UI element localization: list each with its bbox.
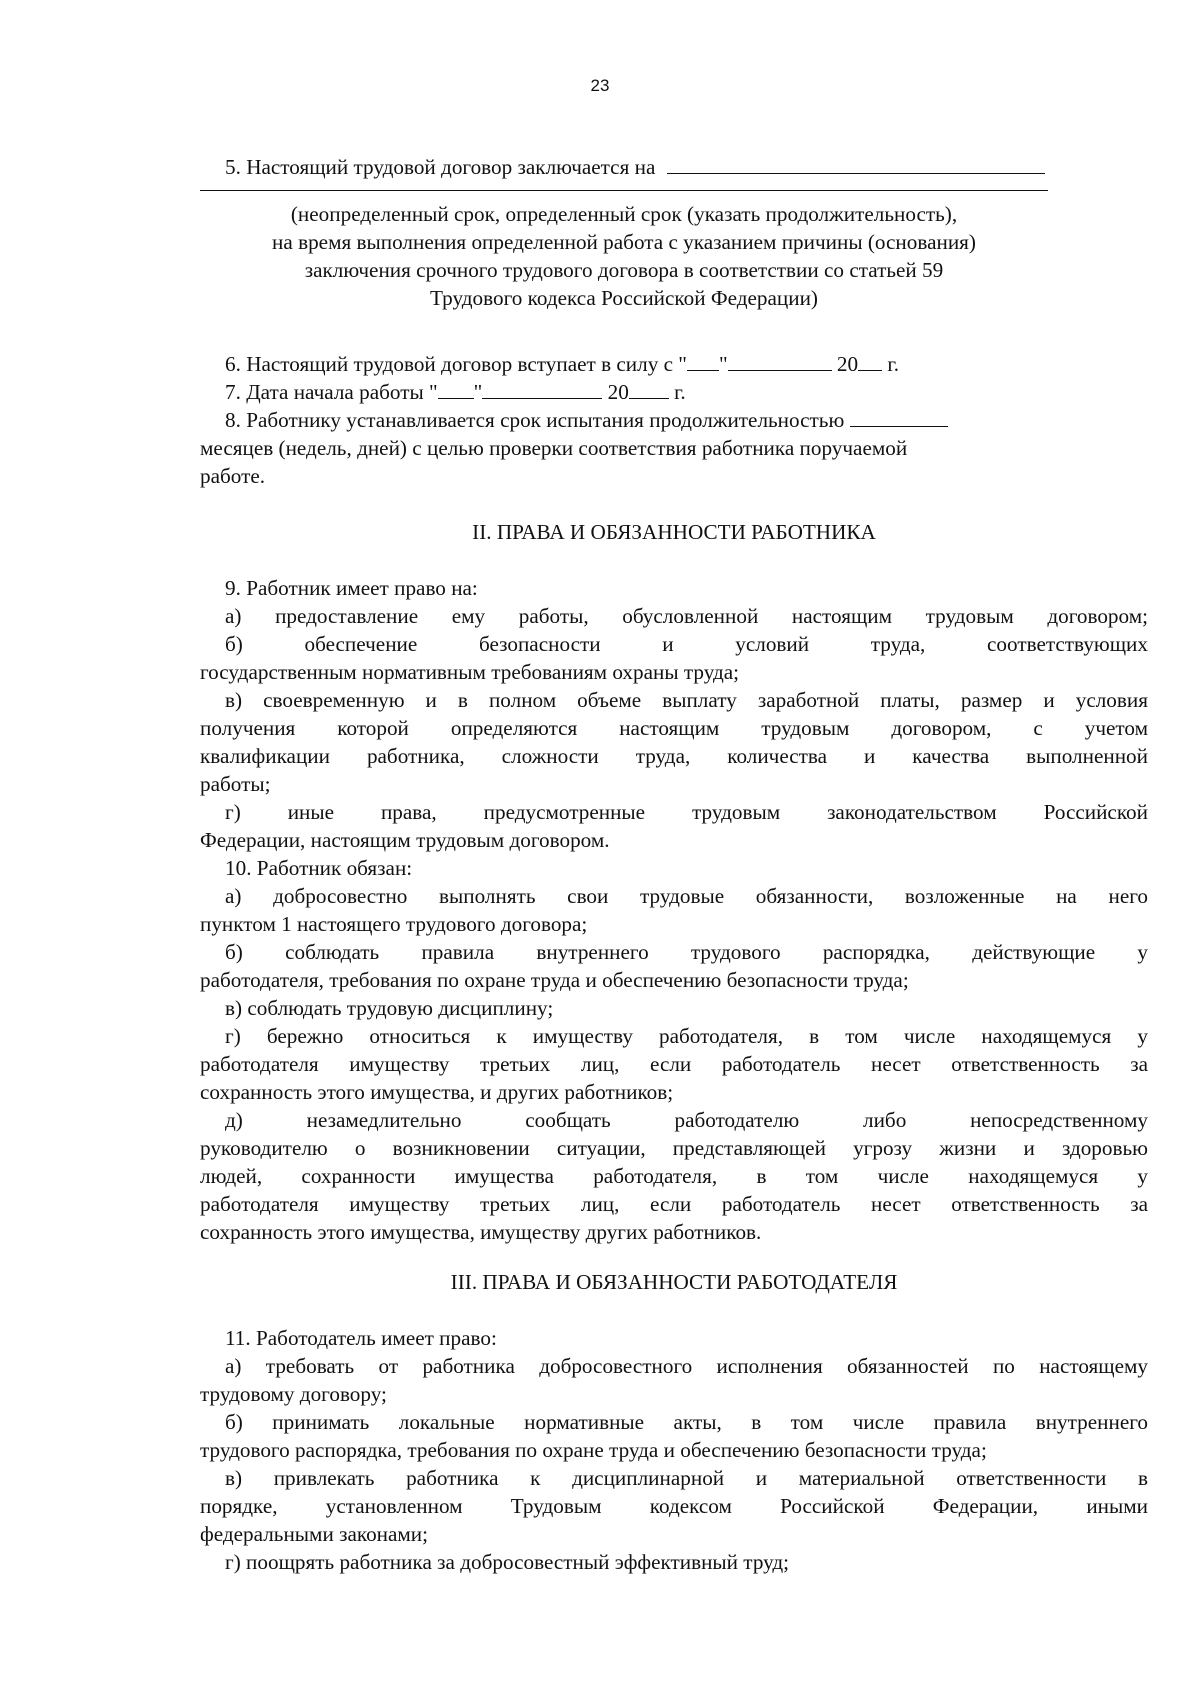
clause-9-title: 9. Работник имеет право на: (225, 576, 478, 600)
day-blank (438, 380, 474, 399)
clause-10-a-line-2: пунктом 1 настоящего трудового договора; (200, 912, 588, 936)
clauses-6-8 (200, 350, 1148, 490)
note-line-1: (неопределенный срок, определенный срок (указать продолжительность), (290, 202, 958, 226)
clause-11-b-line-2: трудового распорядка, требования по охране труда и обеспечению безопасности труда; (200, 1438, 987, 1462)
clause-10-d-line-3: людей, сохранности имущества работодателя, в том числе находящемуся у (200, 1164, 1148, 1188)
clause-10-g-line-2: работодателя имуществу третьих лиц, если работодатель несет ответственность за (200, 1052, 1148, 1076)
clause-11-a-line-1: а) требовать от работника добросовестного исполнения обязанностей по настоящему (225, 1354, 1148, 1378)
clause-10-b-line-1: б) соблюдать правила внутреннего трудового распорядка, действующие у (225, 940, 1148, 964)
clause-10-d-line-2: руководителю о возникновении ситуации, представляющей угрозу жизни и здоровью (200, 1136, 1148, 1160)
clause-9-a: а) предоставление ему работы, обусловленной настоящим трудовым договором; (225, 604, 1148, 628)
clause-10-title: 10. Работник обязан: (225, 856, 413, 880)
clause-9-v-line-4: работы; (200, 772, 271, 796)
clause-9-g-line-2: Федерации, настоящим трудовым договором. (200, 828, 610, 852)
clause-5 (200, 153, 1148, 181)
clause-10-d-line-5: сохранность этого имущества, имуществу других работников. (200, 1220, 762, 1244)
probation-blank (850, 408, 948, 427)
clause-6: 6. Настоящий трудовой договор вступает в силу с " " 20 г. (225, 352, 899, 376)
clause-9-v-line-3: квалификации работника, сложности труда, количества и качества выполненной (200, 744, 1148, 768)
term-blank-continuation (200, 189, 1048, 191)
clause-11-v-line-3: федеральными законами; (200, 1522, 429, 1546)
section-3 (200, 1268, 1148, 1296)
clause-10-g-line-1: г) бережно относиться к имуществу работодателя, в том числе находящемуся у (225, 1024, 1148, 1048)
term-blank (667, 155, 1045, 174)
clause-10-v: в) соблюдать трудовую дисциплину; (225, 996, 554, 1020)
clause-10-g-line-3: сохранность этого имущества, и других работников; (200, 1080, 674, 1104)
section-2-heading: II. ПРАВА И ОБЯЗАННОСТИ РАБОТНИКА (472, 520, 876, 544)
clause-11-v-line-2: порядке, установленном Трудовым кодексом Российской Федерации, иными (200, 1494, 1148, 1518)
clause-9-b-line-2: государственным нормативным требованиям охраны труда; (200, 660, 740, 684)
clause-10-d-line-1: д) незамедлительно сообщать работодателю либо непосредственному (225, 1108, 1148, 1132)
clause-5-note (200, 200, 1048, 312)
clause-8-line-3: работе. (200, 464, 266, 488)
clause-11-a-line-2: трудовому договору; (200, 1382, 387, 1406)
clause-11-title: 11. Работодатель имеет право: (225, 1326, 497, 1350)
clause-5-text: 5. Настоящий трудовой договор заключается на (225, 155, 656, 179)
clause-10-d-line-4: работодателя имуществу третьих лиц, если работодатель несет ответственность за (200, 1192, 1148, 1216)
clause-11-g: г) поощрять работника за добросовестный эффективный труд; (225, 1550, 790, 1574)
note-line-2: на время выполнения определенной работа с указанием причины (основания) (272, 230, 976, 254)
clause-9-v-line-1: в) своевременную и в полном объеме выплату заработной платы, размер и условия (225, 688, 1148, 712)
day-blank (687, 352, 719, 371)
clause-8-line-2: месяцев (недель, дней) с целью проверки соответствия работника поручаемой (200, 436, 908, 460)
section-3-heading: III. ПРАВА И ОБЯЗАННОСТИ РАБОТОДАТЕЛЯ (450, 1270, 898, 1294)
clause-7: 7. Дата начала работы " " 20 г. (225, 380, 686, 404)
month-blank (728, 352, 832, 371)
clause-9-v-line-2: получения которой определяются настоящим трудовым договором, с учетом (200, 716, 1148, 740)
clause-9-b-line-1: б) обеспечение безопасности и условий труда, соответствующих (225, 632, 1148, 656)
clause-11-b-line-1: б) принимать локальные нормативные акты, в том числе правила внутреннего (225, 1410, 1148, 1434)
section-2-body (200, 574, 1148, 1246)
section-3-body (200, 1324, 1148, 1576)
year-blank (629, 380, 669, 399)
clause-8-line-1: 8. Работнику устанавливается срок испытания продолжительностью (200, 406, 1148, 434)
year-blank (858, 352, 882, 371)
clause-9-g-line-1: г) иные права, предусмотренные трудовым законодательством Российской (225, 800, 1148, 824)
section-2 (200, 518, 1148, 546)
clause-11-v-line-1: в) привлекать работника к дисциплинарной и материальной ответственности в (225, 1466, 1148, 1490)
page-number: 23 (590, 76, 610, 95)
note-line-4: Трудового кодекса Российской Федерации) (430, 286, 818, 310)
clause-10-b-line-2: работодателя, требования по охране труда и обеспечению безопасности труда; (200, 968, 909, 992)
clause-10-a-line-1: а) добросовестно выполнять свои трудовые обязанности, возложенные на него (225, 884, 1148, 908)
note-line-3: заключения срочного трудового договора в соответствии со статьей 59 (304, 258, 944, 282)
month-blank (482, 380, 602, 399)
